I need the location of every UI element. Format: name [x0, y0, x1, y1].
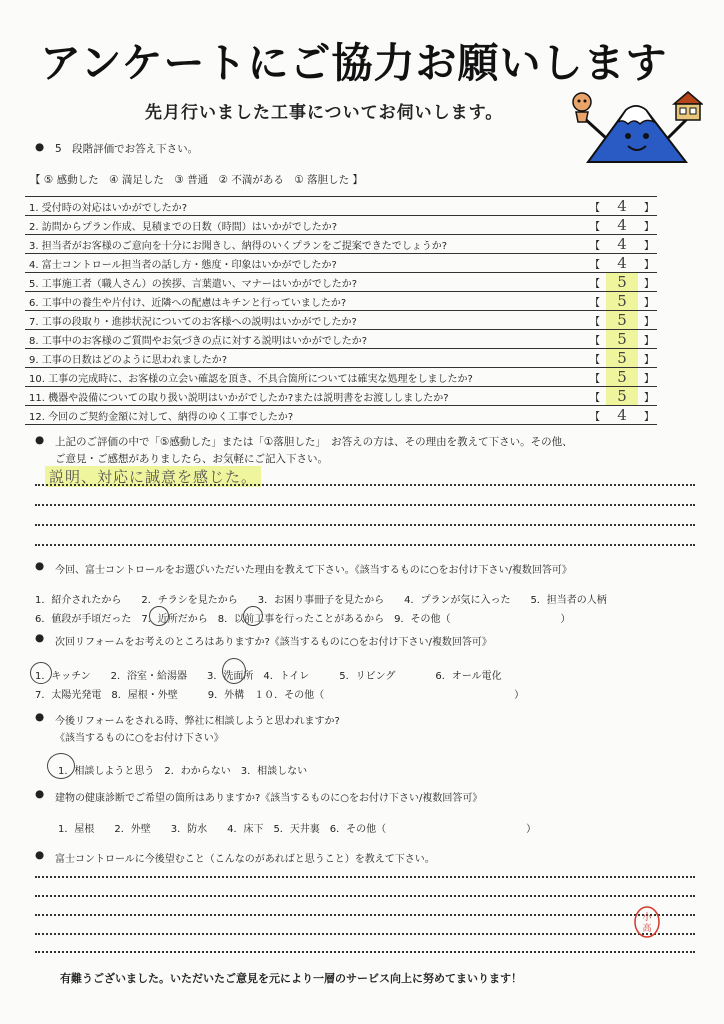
bullet-icon: ● — [35, 141, 45, 153]
reason-answer[interactable]: 説明、対応に誠意を感じた。 — [45, 466, 261, 487]
score-value: 5 — [606, 292, 638, 310]
next-reform-options-1[interactable]: 1．キッチン 2．浴室・給湯器 3．洗面所 4．トイレ 5．リビング 6．オール電化 — [35, 671, 502, 682]
wish-question: 富士コントロールに今後望むこと（こんなのがあればと思うこと）を教えて下さい。 — [55, 854, 435, 865]
question-row — [25, 368, 657, 387]
question-label: 工事の完成時に、お客様の立会い確認を頂き、不具合箇所については確実な処理をしましたか? — [48, 373, 473, 385]
mountain-mascot-icon — [568, 88, 703, 166]
question-text — [25, 368, 583, 387]
score-cell[interactable]: 【 5 】 — [583, 387, 657, 406]
question-text — [25, 254, 583, 273]
score-value: 4 — [617, 406, 627, 424]
score-cell[interactable]: 【 5 】 — [583, 292, 657, 311]
diagnosis-options[interactable]: 1．屋根 2．外壁 3．防水 4．床下 5．天井裏 6．その他（ ） — [58, 824, 537, 835]
bullet-icon: ● — [35, 632, 45, 644]
question-number: 2. — [29, 221, 39, 233]
answer-line — [35, 504, 695, 506]
survey-subtitle: 先月行いました工事についてお伺いします。 — [145, 103, 504, 123]
score-cell[interactable]: 【 4 】 — [583, 216, 657, 235]
question-text — [25, 292, 583, 311]
score-cell[interactable]: 【 4 】 — [583, 235, 657, 254]
question-number: 3. — [29, 240, 39, 252]
selection-circle — [243, 606, 263, 626]
rating-table — [25, 196, 657, 425]
score-cell[interactable]: 【 5 】 — [583, 330, 657, 349]
reason-instruction-1: 上記のご評価の中で「⑤感動した」または「①落胆した」 お答えの方は、その理由を教えて下さい。その他、 — [55, 436, 573, 448]
question-row — [25, 292, 657, 311]
bullet-icon: ● — [35, 434, 45, 446]
score-value: 4 — [617, 216, 627, 234]
selection-circle — [149, 606, 169, 626]
question-text — [25, 235, 583, 254]
rating-instruction: 5 段階評価でお答え下さい。 — [55, 143, 199, 155]
score-cell[interactable]: 【 5 】 — [583, 368, 657, 387]
question-text — [25, 197, 583, 216]
score-value: 5 — [606, 387, 638, 405]
next-reform-options-2[interactable]: 7．太陽光発電 8．屋根・外壁 9．外構 １０．その他（ ） — [35, 690, 525, 701]
rating-scale: 【 ⑤ 感動した ④ 満足した ③ 普通 ② 不満がある ① 落胆した 】 — [30, 174, 363, 186]
question-text — [25, 387, 583, 406]
question-row — [25, 197, 657, 216]
choose-reason-options-1[interactable]: 1．紹介されたから 2．チラシを見たから 3．お困り事冊子を見たから 4．プランが気に入った 5．担当者の人柄 — [35, 595, 607, 606]
question-row — [25, 330, 657, 349]
question-number: 11. — [29, 392, 45, 404]
question-text — [25, 216, 583, 235]
question-label: 工事中のお客様のご質問やお気づきの点に対する説明はいかがでしたか? — [41, 335, 368, 347]
question-number: 10. — [29, 373, 45, 385]
answer-line — [35, 951, 695, 953]
answer-line — [35, 524, 695, 526]
seal-stamp — [633, 905, 661, 939]
selection-circle — [30, 662, 52, 684]
question-row — [25, 387, 657, 406]
score-cell[interactable]: 【 4 】 — [583, 254, 657, 273]
question-label: 受付時の対応はいかがでしたか? — [41, 202, 188, 214]
score-cell[interactable]: 【 5 】 — [583, 273, 657, 292]
choose-reason-options-2[interactable]: 6．値段が手頃だった 7．近所だから 8．以前工事を行ったことがあるから 9．その他（ ） — [35, 614, 571, 625]
question-number: 6. — [29, 297, 39, 309]
question-label: 機器や設備についての取り扱い説明はいかがでしたか?または説明書をお渡ししましたか? — [48, 392, 449, 404]
score-value: 4 — [617, 254, 627, 272]
score-cell[interactable]: 【 5 】 — [583, 349, 657, 368]
score-cell[interactable]: 【 5 】 — [583, 311, 657, 330]
answer-line — [35, 895, 695, 897]
consult-note: 《該当するものに○をお付け下さい》 — [55, 733, 224, 744]
answer-line — [35, 484, 695, 486]
score-cell[interactable]: 【 4 】 — [583, 197, 657, 216]
bullet-icon: ● — [35, 711, 45, 723]
bullet-icon: ● — [35, 560, 45, 572]
answer-line — [35, 933, 695, 935]
survey-title: アンケートにご協力お願いします — [40, 39, 668, 87]
question-label: 担当者がお客様のご意向を十分にお聞きし、納得のいくプランをご提案できたでしょうか? — [41, 240, 448, 252]
svg-text:高: 高 — [642, 924, 652, 934]
svg-text:小: 小 — [642, 913, 652, 923]
score-value: 4 — [617, 197, 627, 215]
score-value: 4 — [617, 235, 627, 253]
choose-reason-question: 今回、富士コントロールをお選びいただいた理由を教えて下さい。《該当するものに○をお付け下さい/複数回答可》 — [55, 565, 572, 576]
question-label: 工事の段取り・進捗状況についてのお客様への説明はいかがでしたか? — [41, 316, 357, 328]
question-text — [25, 406, 583, 425]
question-label: 工事の日数はどのように思われましたか? — [41, 354, 228, 366]
question-row — [25, 273, 657, 292]
question-number: 7. — [29, 316, 39, 328]
bullet-icon: ● — [35, 849, 45, 861]
question-row — [25, 311, 657, 330]
question-label: 工事中の養生や片付け、近隣への配慮はキチンと行っていましたか? — [41, 297, 347, 309]
question-label: 富士コントロール担当者の話し方・態度・印象はいかがでしたか? — [41, 259, 337, 271]
diagnosis-question: 建物の健康診断でご希望の箇所はありますか?《該当するものに○をお付け下さい/複数回答可》 — [55, 793, 483, 804]
score-value: 5 — [606, 273, 638, 291]
question-number: 8. — [29, 335, 39, 347]
bullet-icon: ● — [35, 788, 45, 800]
question-row — [25, 406, 657, 425]
score-value: 5 — [606, 311, 638, 329]
score-value: 5 — [606, 349, 638, 367]
answer-line — [35, 876, 695, 878]
question-row — [25, 349, 657, 368]
question-number: 1. — [29, 202, 39, 214]
question-text — [25, 349, 583, 368]
thanks-message: 有難うございました。いただいたご意見を元により一層のサービス向上に努めてまいります！ — [60, 972, 522, 985]
question-row — [25, 216, 657, 235]
question-text — [25, 273, 583, 292]
question-number: 4. — [29, 259, 39, 271]
score-value: 5 — [606, 330, 638, 348]
question-row — [25, 235, 657, 254]
question-number: 9. — [29, 354, 39, 366]
reason-instruction-2: ご意見・ご感想がありましたら、お気軽にご記入下さい。 — [55, 453, 328, 465]
question-row — [25, 254, 657, 273]
selection-circle — [222, 658, 246, 684]
answer-line — [35, 914, 695, 916]
answer-line — [35, 544, 695, 546]
question-number: 5. — [29, 278, 39, 290]
question-label: 訪問からプラン作成、見積までの日数（時間）はいかがでしたか? — [41, 221, 338, 233]
selection-circle — [47, 753, 75, 779]
consult-question: 今後リフォームをされる時、弊社に相談しようと思われますか? — [55, 716, 340, 727]
score-value: 5 — [606, 368, 638, 386]
question-number: 12. — [29, 411, 45, 423]
question-label: 工事施工者（職人さん）の挨拶、言葉遣い、マナーはいかがでしたか? — [41, 278, 358, 290]
score-cell[interactable]: 【 4 】 — [583, 406, 657, 425]
question-text — [25, 330, 583, 349]
question-label: 今回のご契約金額に対して、納得のゆく工事でしたか? — [48, 411, 294, 423]
next-reform-question: 次回リフォームをお考えのところはありますか?《該当するものに○をお付け下さい/複数回答可》 — [55, 637, 492, 648]
question-text — [25, 311, 583, 330]
consult-options[interactable]: 1．相談しようと思う 2．わからない 3．相談しない — [58, 766, 308, 777]
